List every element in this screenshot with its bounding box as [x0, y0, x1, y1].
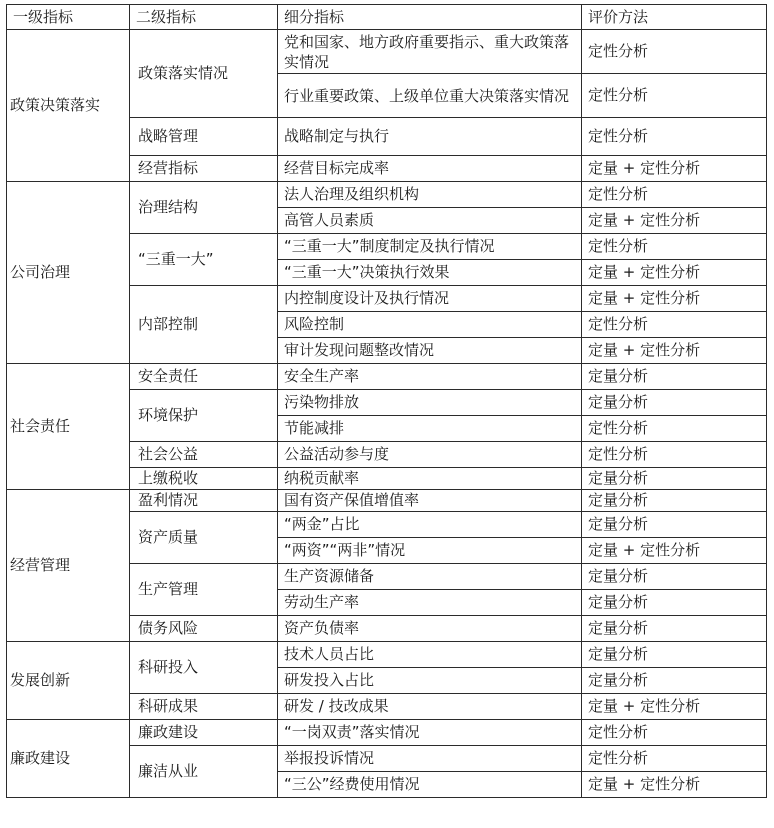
level2-cell: 环境保护	[130, 390, 278, 442]
level2-cell: 安全责任	[130, 364, 278, 390]
detail-cell: “两金”占比	[278, 512, 582, 538]
level2-cell: 治理结构	[130, 182, 278, 234]
header-level1: 一级指标	[7, 5, 130, 30]
method-cell: 定量 + 定性分析	[582, 772, 767, 798]
detail-cell: “一岗双责”落实情况	[278, 720, 582, 746]
method-cell: 定量分析	[582, 668, 767, 694]
detail-cell: 党和国家、地方政府重要指示、重大政策落实情况	[278, 30, 582, 74]
level2-cell: 资产质量	[130, 512, 278, 564]
method-cell: 定量分析	[582, 490, 767, 512]
method-cell: 定量分析	[582, 390, 767, 416]
level2-cell: 上缴税收	[130, 468, 278, 490]
detail-cell: 审计发现问题整改情况	[278, 338, 582, 364]
detail-cell: 行业重要政策、上级单位重大决策落实情况	[278, 74, 582, 118]
method-cell: 定量 + 定性分析	[582, 338, 767, 364]
detail-cell: “三重一大”制度制定及执行情况	[278, 234, 582, 260]
header-method: 评价方法	[582, 5, 767, 30]
level1-cell: 廉政建设	[7, 720, 130, 798]
method-cell: 定量 + 定性分析	[582, 286, 767, 312]
detail-cell: 生产资源储备	[278, 564, 582, 590]
header-row	[7, 5, 767, 30]
detail-cell: 纳税贡献率	[278, 468, 582, 490]
detail-cell: 劳动生产率	[278, 590, 582, 616]
method-cell: 定量 + 定性分析	[582, 694, 767, 720]
detail-cell: 风险控制	[278, 312, 582, 338]
detail-cell: 战略制定与执行	[278, 118, 582, 156]
method-cell: 定量分析	[582, 564, 767, 590]
detail-cell: 国有资产保值增值率	[278, 490, 582, 512]
method-cell: 定量分析	[582, 364, 767, 390]
detail-cell: 资产负债率	[278, 616, 582, 642]
method-cell: 定性分析	[582, 74, 767, 118]
method-cell: 定量分析	[582, 616, 767, 642]
detail-cell: 安全生产率	[278, 364, 582, 390]
method-cell: 定性分析	[582, 234, 767, 260]
level2-cell: “三重一大”	[130, 234, 278, 286]
method-cell: 定性分析	[582, 30, 767, 74]
level2-cell: 盈利情况	[130, 490, 278, 512]
detail-cell: 公益活动参与度	[278, 442, 582, 468]
level2-cell: 社会公益	[130, 442, 278, 468]
method-cell: 定量分析	[582, 590, 767, 616]
level1-cell: 经营管理	[7, 490, 130, 642]
detail-cell: 高管人员素质	[278, 208, 582, 234]
method-cell: 定性分析	[582, 118, 767, 156]
indicator-table-container	[6, 4, 767, 798]
method-cell: 定性分析	[582, 182, 767, 208]
detail-cell: 内控制度设计及执行情况	[278, 286, 582, 312]
table-row	[7, 720, 767, 746]
detail-cell: 研发 / 技改成果	[278, 694, 582, 720]
level2-cell: 生产管理	[130, 564, 278, 616]
detail-cell: “三重一大”决策执行效果	[278, 260, 582, 286]
level2-cell: 廉政建设	[130, 720, 278, 746]
detail-cell: 节能减排	[278, 416, 582, 442]
method-cell: 定量分析	[582, 512, 767, 538]
header-level2: 二级指标	[130, 5, 278, 30]
table-row	[7, 364, 767, 390]
detail-cell: 举报投诉情况	[278, 746, 582, 772]
level2-cell: 廉洁从业	[130, 746, 278, 798]
detail-cell: 污染物排放	[278, 390, 582, 416]
method-cell: 定性分析	[582, 312, 767, 338]
method-cell: 定性分析	[582, 442, 767, 468]
header-detail: 细分指标	[278, 5, 582, 30]
level1-cell: 公司治理	[7, 182, 130, 364]
method-cell: 定性分析	[582, 416, 767, 442]
detail-cell: 技术人员占比	[278, 642, 582, 668]
detail-cell: 经营目标完成率	[278, 156, 582, 182]
level2-cell: 科研投入	[130, 642, 278, 694]
method-cell: 定量分析	[582, 468, 767, 490]
detail-cell: “三公”经费使用情况	[278, 772, 582, 798]
level1-cell: 发展创新	[7, 642, 130, 720]
method-cell: 定量 + 定性分析	[582, 156, 767, 182]
level2-cell: 战略管理	[130, 118, 278, 156]
level2-cell: 债务风险	[130, 616, 278, 642]
level1-cell: 社会责任	[7, 364, 130, 490]
table-row	[7, 30, 767, 74]
method-cell: 定量 + 定性分析	[582, 260, 767, 286]
detail-cell: “两资”“两非”情况	[278, 538, 582, 564]
detail-cell: 研发投入占比	[278, 668, 582, 694]
level2-cell: 内部控制	[130, 286, 278, 364]
level2-cell: 经营指标	[130, 156, 278, 182]
table-row	[7, 182, 767, 208]
method-cell: 定量 + 定性分析	[582, 208, 767, 234]
level2-cell: 科研成果	[130, 694, 278, 720]
detail-cell: 法人治理及组织机构	[278, 182, 582, 208]
method-cell: 定量分析	[582, 642, 767, 668]
method-cell: 定量 + 定性分析	[582, 538, 767, 564]
evaluation-indicator-table	[6, 4, 767, 798]
method-cell: 定性分析	[582, 746, 767, 772]
level2-cell: 政策落实情况	[130, 30, 278, 118]
method-cell: 定性分析	[582, 720, 767, 746]
table-row	[7, 490, 767, 512]
level1-cell: 政策决策落实	[7, 30, 130, 182]
table-row	[7, 642, 767, 668]
